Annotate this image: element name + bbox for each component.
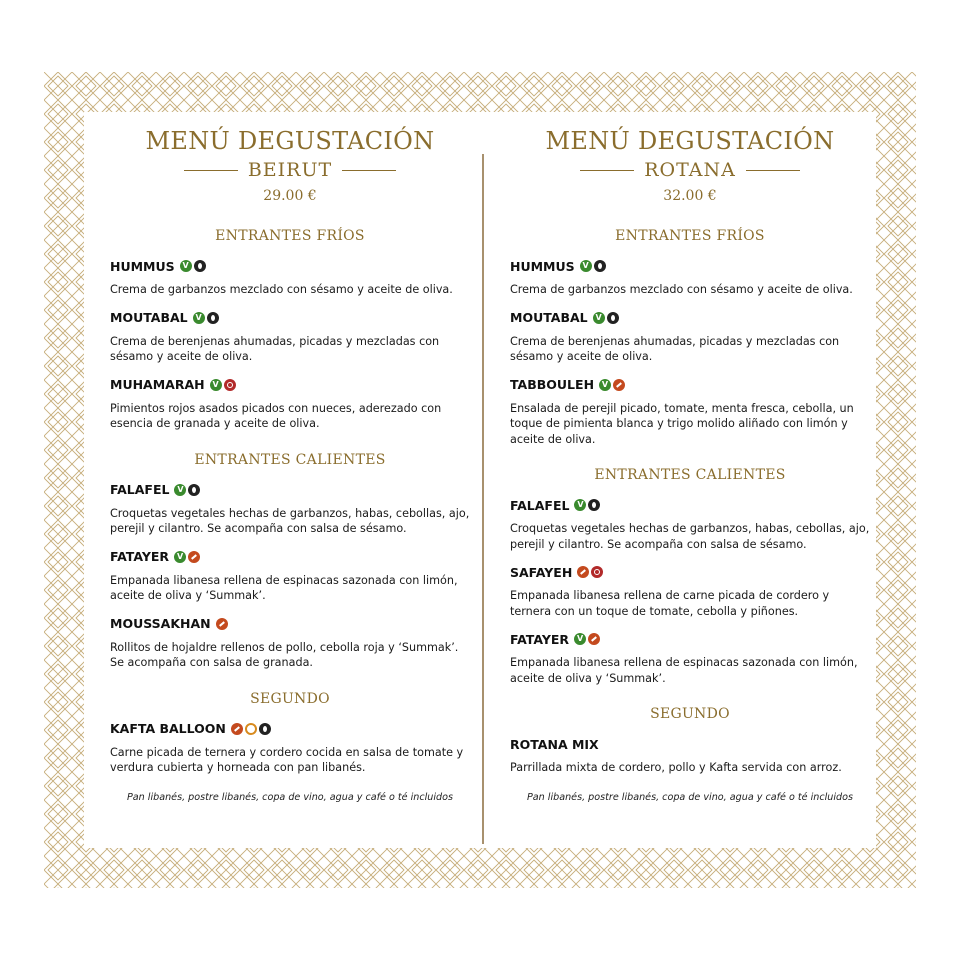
dish-item [110,482,470,537]
dish-badges [574,499,600,511]
dish-item [510,631,870,686]
dish-name-row [110,616,470,632]
dish-item [110,549,470,604]
menu-footnote: Pan libanés, postre libanés, copa de vino, agua y café o té incluidos [527,791,853,803]
dish-name: SAFAYEH [510,564,573,580]
nut-icon [188,484,200,496]
dish-badges [599,379,625,391]
dish-description: Empanada libanesa rellena de espinacas sazonada con limón, aceite de oliva y ‘Summak’. [110,573,458,602]
decorative-rule [580,170,634,171]
dish-item [510,310,870,365]
dish-description: Empanada libanesa rellena de carne picada de cordero y ternera con un toque de tomate, cebolla y piñones. [510,589,830,618]
dish-badges [174,484,200,496]
ring-icon [245,723,257,735]
dish-name: KAFTA BALLOON [110,721,226,736]
dish-description: Rollitos de hojaldre rellenos de pollo, cebolla roja y ‘Summak’. Se acompaña con salsa de granada. [110,640,459,669]
chili-icon [231,723,243,735]
nut-icon [259,723,271,735]
dish-item [510,377,870,448]
dish-item [110,258,470,298]
dish-badges [174,551,200,563]
dish-item [110,616,470,671]
column-divider [482,154,484,844]
dish-name-row [510,310,870,326]
chili-icon [577,566,589,578]
dish-name: FATAYER [110,549,170,564]
dish-name: TABBOULEH [510,377,595,392]
chili-icon [188,551,200,563]
dish-description: Crema de garbanzos mezclado con sésamo y aceite de oliva. [110,283,453,296]
nut-icon [594,260,606,272]
section-heading: SEGUNDO [650,706,730,722]
decorative-rule [342,170,396,171]
section-heading: ENTRANTES CALIENTES [194,451,386,468]
section-heading: ENTRANTES FRÍOS [615,228,765,244]
dish-name: HUMMUS [110,258,175,274]
decorative-rule [184,170,238,171]
dish-name: MOUSSAKHAN [110,616,211,631]
section-heading: SEGUNDO [250,690,330,707]
dish-description: Pimientos rojos asados picados con nueces, aderezado con esencia de granada y aceite de oliva. [110,401,442,430]
menu-title: MENÚ DEGUSTACIÓN [145,127,435,155]
dish-description: Carne picada de ternera y cordero cocida en salsa de tomate y verdura cubierta y horneada con pan libanés. [110,745,464,774]
nut-icon [607,312,619,324]
veg-icon [193,312,205,324]
chili-icon [613,379,625,391]
menu-footnote: Pan libanés, postre libanés, copa de vino, agua y café o té incluidos [127,791,453,803]
nut-icon [588,499,600,511]
dish-item [110,310,470,365]
dish-item [510,497,870,552]
dish-badges [574,633,600,645]
menu-price: 29.00 € [263,188,317,204]
dish-description: Crema de berenjenas ahumadas, picadas y mezcladas con sésamo y aceite de oliva. [510,334,840,363]
menu-beirut [110,126,470,803]
dish-name-row [110,482,470,498]
dish-name-row [110,310,470,326]
dish-name-row [110,549,470,565]
subtitle-row [510,158,870,182]
subtitle-row [110,158,470,182]
dish-name: MOUTABAL [110,310,188,325]
dish-description: Croquetas vegetales hechas de garbanzos, habas, cebollas, ajo, perejil y cilantro. Se acompaña con salsa de sésamo. [110,506,470,535]
dish-badges [180,260,206,272]
dish-item [110,721,470,776]
chili-icon [588,633,600,645]
veg-icon [599,379,611,391]
dish-name: HUMMUS [510,258,575,274]
nut-icon [207,312,219,324]
veg-icon [574,633,586,645]
dish-badges [193,312,219,324]
menu-subtitle: BEIRUT [247,159,333,181]
dish-item [110,377,470,432]
dish-badges [231,723,271,735]
veg-icon [593,312,605,324]
dish-item [510,564,870,619]
menu-title: MENÚ DEGUSTACIÓN [545,127,835,155]
dish-badges [210,379,236,391]
dish-badges [580,260,606,272]
dish-name: FALAFEL [510,497,570,513]
dish-name: MOUTABAL [510,310,588,325]
dish-description: Crema de berenjenas ahumadas, picadas y mezcladas con sésamo y aceite de oliva. [110,334,440,363]
veg-icon [210,379,222,391]
chili-icon [216,618,228,630]
dish-name-row [110,721,470,737]
veg-icon [574,499,586,511]
veg-icon [180,260,192,272]
dish-name: FATAYER [510,631,570,647]
veg-icon [174,484,186,496]
menu-price: 32.00 € [663,188,717,204]
dish-description: Crema de garbanzos mezclado con sésamo y aceite de oliva. [510,283,853,296]
menu-card [44,72,916,888]
dish-badges [593,312,619,324]
decorative-rule [746,170,800,171]
nut-icon [194,260,206,272]
dish-name: FALAFEL [110,482,170,497]
dish-description: Parrillada mixta de cordero, pollo y Kafta servida con arroz. [510,761,842,774]
veg-icon [580,260,592,272]
dish-name-row [110,258,470,274]
veg-icon [174,551,186,563]
dish-name-row [510,258,870,274]
dish-item [510,736,870,776]
dish-name-row [510,497,870,513]
meat-icon [591,566,603,578]
dish-item [510,258,870,298]
dish-description: Empanada libanesa rellena de espinacas sazonada con limón, aceite de oliva y ‘Summak’. [510,656,858,685]
dish-name-row [510,631,870,647]
menu-subtitle: ROTANA [644,159,736,181]
dish-name-row [510,736,870,752]
dish-badges [577,566,603,578]
dish-name-row [510,377,870,393]
dish-badges [216,618,228,630]
dish-name-row [510,564,870,580]
section-heading: ENTRANTES CALIENTES [594,467,786,483]
dish-name: ROTANA MIX [510,736,599,752]
meat-icon [224,379,236,391]
dish-name-row [110,377,470,393]
section-heading: ENTRANTES FRÍOS [215,228,365,244]
menu-rotana [510,126,870,803]
dish-name: MUHAMARAH [110,377,205,392]
dish-description: Croquetas vegetales hechas de garbanzos, habas, cebollas, ajo, perejil y cilantro. Se acompaña con salsa de sésamo. [510,522,870,551]
dish-description: Ensalada de perejil picado, tomate, menta fresca, cebolla, un toque de pimienta blanca y trigo molido aliñado con limón y aceite de oliva. [510,401,854,446]
